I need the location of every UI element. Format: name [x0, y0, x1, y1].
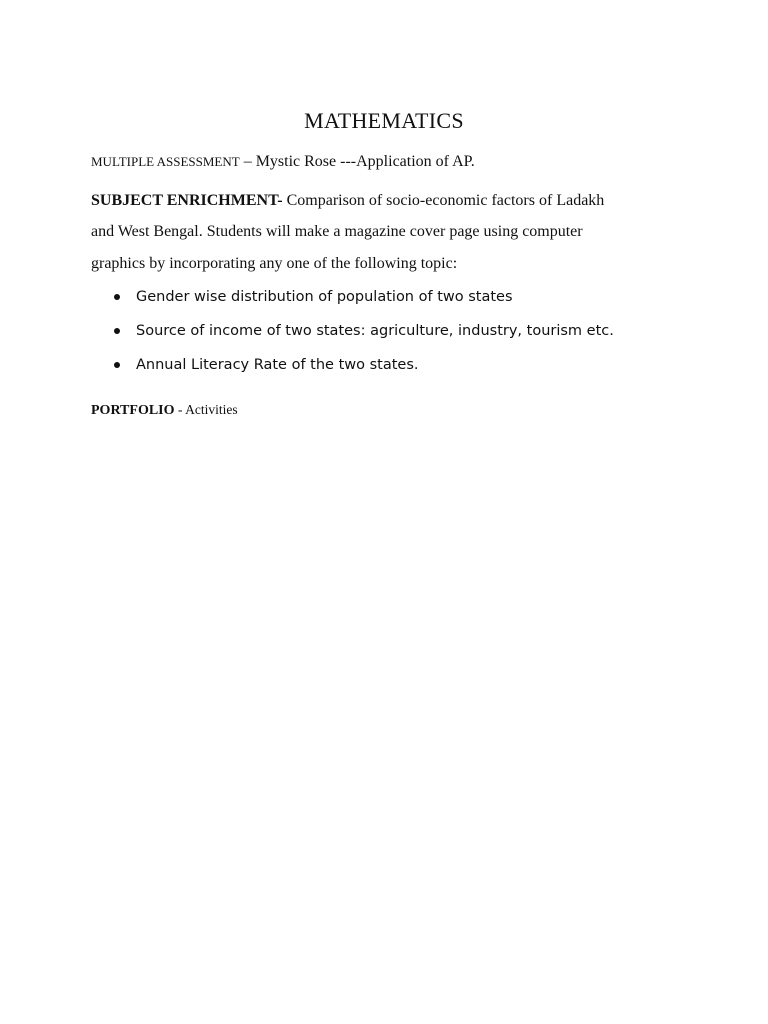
bullet-icon: [114, 362, 120, 368]
topic-text: Source of income of two states: agriculture, industry, tourism etc.: [136, 323, 614, 339]
topic-text: Gender wise distribution of population of two states: [136, 289, 513, 305]
portfolio-text: - Activities: [178, 402, 238, 417]
subject-enrichment-line-1: [91, 192, 604, 210]
portfolio-line: [91, 402, 238, 419]
subject-enrichment-text-1: Comparison of socio-economic factors of Ladakh: [286, 192, 605, 209]
subject-enrichment-label: SUBJECT ENRICHMENT-: [91, 192, 283, 209]
subject-enrichment-text-2: and West Bengal. Students will make a magazine cover page using computer: [91, 223, 583, 240]
bullet-icon: [114, 294, 120, 300]
topic-text: Annual Literacy Rate of the two states.: [136, 357, 419, 373]
multiple-assessment-label: MULTIPLE ASSESSMENT: [91, 154, 240, 169]
subject-enrichment-line-3: [91, 255, 457, 273]
portfolio-label: PORTFOLIO: [91, 403, 175, 418]
bullet-icon: [114, 328, 120, 334]
topic-list: [112, 286, 614, 388]
subject-enrichment-text-3: graphics by incorporating any one of the following topic:: [91, 255, 458, 272]
list-item: [112, 320, 614, 354]
list-item: [112, 286, 614, 320]
subject-enrichment-line-2: [91, 223, 583, 241]
multiple-assessment-text: – Mystic Rose ---Application of AP.: [243, 153, 475, 170]
multiple-assessment-line: [91, 153, 475, 171]
page-title: MATHEMATICS: [304, 108, 464, 133]
list-item: [112, 354, 614, 388]
